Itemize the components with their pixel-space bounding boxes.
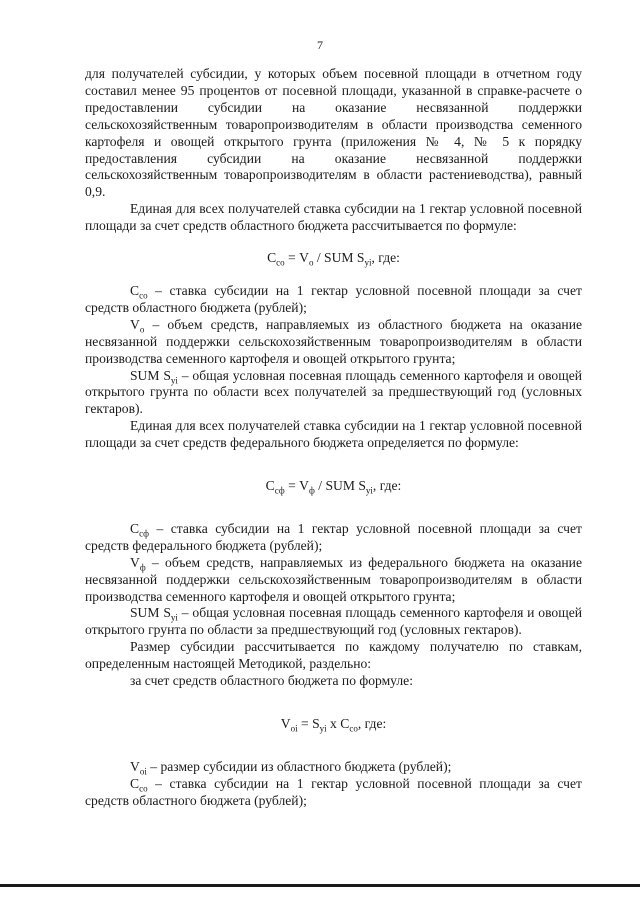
paragraph-2: Единая для всех получателей ставка субсидии на 1 гектар условной посевной площади за счет средств областного бюджета рассчитывается по формуле: xyxy=(85,201,582,234)
page-number: 7 xyxy=(317,38,323,52)
definition-c-co-2: $С_{со}$ – ставка субсидии на 1 гектар условной посевной площади за счет средств областного бюджета (рублей); xyxy=(85,775,582,808)
paragraph-11: за счет средств областного бюджета по формуле: xyxy=(130,673,413,689)
definition-c-cf: $С_{сф}$ – ставка субсидии на 1 гектар условной посевной площади за счет средств федерального бюджета (рублей); xyxy=(85,520,582,553)
paragraph-1: для получателей субсидии, у которых объем посевной площади в отчетном году составил менее 95 процентов от посевной площади, указанной в справке-расчете о предоставлении субсидии на оказание несвязанной поддержки сельскохозяйственным товаропроизводителям в области производства семенного картофеля и овощей открытого грунта (приложения № 4, № 5 к порядку предоставления субсидии на оказание несвязанной поддержки сельскохозяйственным товаропроизводителям в области растениеводства), равный 0,9. xyxy=(85,66,582,200)
definition-v-o: $V_о$ – объем средств, направляемых из областного бюджета на оказание несвязанной поддержки сельскохозяйственным товаропроизводителям в области производства семенного картофеля и овощей открытого грунта; xyxy=(85,316,582,366)
bottom-rule xyxy=(0,884,640,887)
document-body xyxy=(85,66,582,810)
definition-c-co: $С_{со}$ – ставка субсидии на 1 гектар условной посевной площади за счет средств областного бюджета (рублей); xyxy=(85,282,582,315)
definition-sum-s-yi-federal: SUM $S_{yi}$ – общая условная посевная площадь семенного картофеля и овощей открытого грунта по области за предшествующий год (условных гектаров). xyxy=(85,605,582,638)
formula-subsidy-amount: $V_{oi} = S_{yi}$ х $С_{со}$, где: xyxy=(280,716,387,734)
formula-regional-rate: $С_{со} = V_о$ / SUM $S_{yi}$, где: xyxy=(267,250,400,268)
paragraph-10: Размер субсидии рассчитывается по каждому получателю по ставкам, определенным настоящей Методикой, раздельно: xyxy=(85,639,582,672)
definition-v-oi: $V_{oi}$ – размер субсидии из областного бюджета (рублей); xyxy=(130,758,452,777)
definition-sum-s-yi: SUM $S_{yi}$ – общая условная посевная площадь семенного картофеля и овощей открытого грунта по области всех получателей за предшествующий год (условных гектаров). xyxy=(85,367,582,417)
definition-v-f: $V_ф$ – объем средств, направляемых из федерального бюджета на оказание несвязанной поддержки сельскохозяйственным товаропроизводителям в области производства семенного картофеля и овощей открытого грунта; xyxy=(85,554,582,604)
paragraph-6: Единая для всех получателей ставка субсидии на 1 гектар условной посевной площади за счет средств федерального бюджета определяется по формуле: xyxy=(85,418,582,451)
formula-federal-rate: $С_{сф} = V_ф$ / SUM $S_{yi}$, где: xyxy=(265,478,402,496)
